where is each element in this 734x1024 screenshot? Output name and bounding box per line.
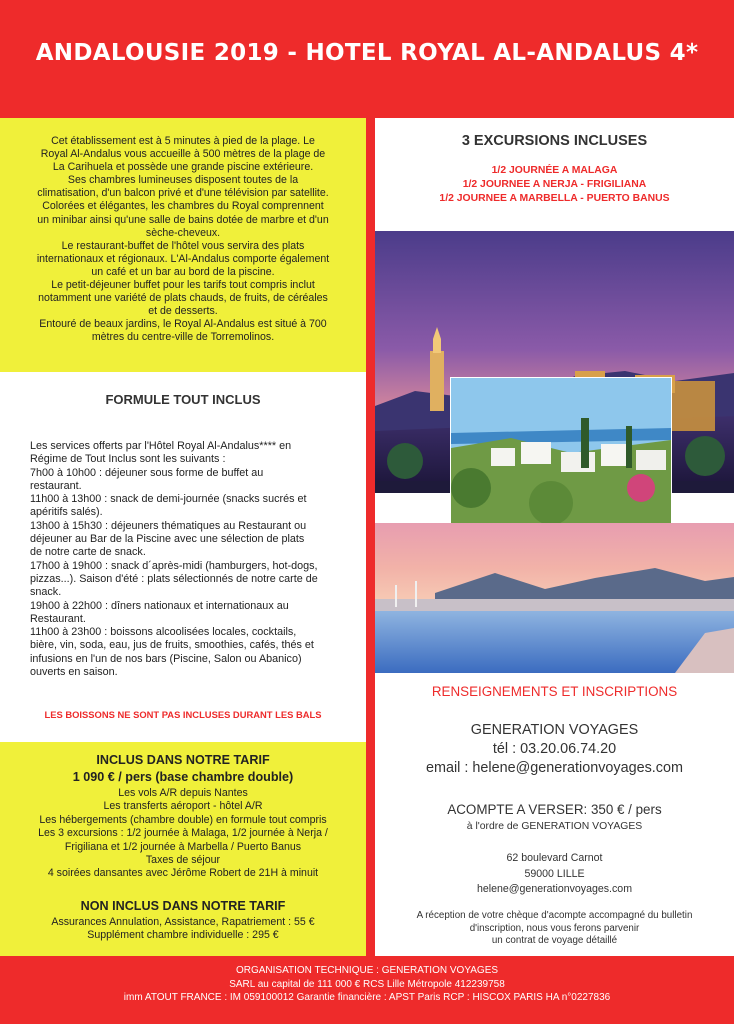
intro-line: mètres du centre-ville de Torremolinos. [91, 331, 275, 344]
intro-line: et de desserts. [148, 305, 218, 318]
inclus-item: Frigiliana et 1/2 journée à Marbella / Puerto Banus [64, 840, 302, 853]
inclus-item: Taxes de séjour [145, 854, 221, 867]
service-line: 13h00 à 15h30 : déjeuners thématiques au Restaurant ou [30, 519, 307, 532]
service-line: Restaurant. [30, 612, 86, 625]
page-title: ANDALOUSIE 2019 - HOTEL ROYAL AL-ANDALUS 4* [35, 40, 699, 66]
non-inclus-list [0, 916, 366, 943]
address-email[interactable]: helene@generationvoyages.com [476, 883, 633, 896]
address-line: 59000 LILLE [524, 867, 585, 880]
excursions-list [375, 164, 734, 206]
service-line: ouverts en saison. [30, 666, 118, 679]
excursion-item: 1/2 JOURNÉE A MALAGA [491, 165, 618, 176]
right-column [375, 118, 734, 956]
phone: tél : 03.20.06.74.20 [492, 741, 617, 757]
service-line: snack. [30, 586, 62, 599]
service-line: de notre carte de snack. [30, 546, 146, 559]
address [375, 851, 734, 898]
footer-line: imm ATOUT FRANCE : IM 059100012 Garantie financière : APST Paris RCP : HISCOX PARIS HA n°0227836 [123, 992, 611, 1004]
services-list [30, 440, 350, 679]
excursion-item: 1/2 JOURNEE A NERJA - FRIGILIANA [462, 179, 647, 190]
intro-line: Colorées et élégantes, les chambres du Royal comprennent [42, 200, 324, 213]
service-line: pizzas...). Saison d'été : plats sélectionnés de notre carte de [30, 572, 318, 585]
service-line: Les services offerts par l'Hôtel Royal Al-Andalus**** en [30, 440, 292, 452]
service-line: bière, vin, soda, eau, jus de fruits, smoothies, cafés, thés et [30, 639, 314, 652]
excursion-item: 1/2 JOURNEE A MARBELLA - PUERTO BANUS [439, 193, 670, 204]
intro-line: Entouré de beaux jardins, le Royal Al-Andalus est situé à 700 [39, 318, 327, 331]
formule-panel [0, 372, 366, 742]
column-divider [366, 118, 375, 956]
service-line: 17h00 à 19h00 : snack d´après-midi (hamburgers, hot-dogs, [30, 559, 318, 572]
footer-line: SARL au capital de 111 000 € RCS Lille Métropole 412239758 [229, 978, 505, 990]
email[interactable]: email : helene@generationvoyages.com [425, 760, 683, 776]
service-line: infusions en l'un de nos bars (Piscine, Salon ou Abanico) [30, 652, 302, 665]
non-inclus-item: Supplément chambre individuelle : 295 € [87, 929, 279, 942]
intro-line: Cet établissement est à 5 minutes à pied de la plage. Le [51, 135, 315, 147]
reception-line: d'inscription, nous vous ferons parvenir [469, 922, 640, 934]
service-line: 11h00 à 23h00 : boissons alcoolisées locales, cocktails, [30, 626, 297, 639]
puerto-banus-photo [375, 523, 734, 673]
formule-title: FORMULE TOUT INCLUS [105, 392, 261, 407]
service-line: restaurant. [30, 479, 82, 492]
hotel-description-panel [0, 118, 366, 372]
inclus-item: 4 soirées dansantes avec Jérôme Robert de 21H à minuit [47, 867, 319, 880]
agency-contact [375, 721, 734, 778]
inclus-item: Les 3 excursions : 1/2 journée à Malaga, 1/2 journée à Nerja / [38, 827, 328, 840]
deposit-payee: à l'ordre de GENERATION VOYAGES [466, 821, 643, 832]
non-inclus-item: Assurances Annulation, Assistance, Rapatriement : 55 € [51, 916, 315, 928]
service-line: 11h00 à 13h00 : snack de demi-journée (snacks sucrés et [30, 493, 307, 506]
contact-title: RENSEIGNEMENTS ET INSCRIPTIONS [431, 684, 678, 699]
intro-line: notamment une variété de plats chauds, de fruits, de céréales [38, 292, 328, 305]
intro-line: Royal Al-Andalus vous accueille à 500 mètres de la plage de [40, 148, 326, 161]
excursions-title: 3 EXCURSIONS INCLUSES [461, 133, 648, 149]
pricing-panel [0, 742, 366, 956]
hotel-description [22, 135, 344, 345]
service-line: 7h00 à 10h00 : déjeuner sous forme de buffet au [30, 466, 264, 479]
non-inclus-title: NON INCLUS DANS NOTRE TARIF [80, 899, 286, 913]
intro-line: un minibar ainsi qu'une salle de bains dotée de marbre et d'un [37, 213, 329, 226]
service-line: déjeuner au Bar de la Piscine avec une sélection de plats [30, 533, 305, 546]
service-line: Régime de Tout Inclus sont les suivants : [30, 453, 226, 466]
price: 1 090 € / pers (base chambre double) [72, 770, 294, 784]
intro-line: Ses chambres lumineuses disposent toutes de la [67, 174, 299, 187]
intro-line: Le restaurant-buffet de l'hôtel vous servira des plats [61, 239, 305, 252]
inclus-item: Les hébergements (chambre double) en formule tout compris [39, 813, 327, 826]
intro-line: Le petit-déjeuner buffet pour les tarifs tout compris inclut [51, 279, 315, 292]
inclus-list [20, 787, 346, 881]
inclus-title: INCLUS DANS NOTRE TARIF [96, 753, 270, 767]
address-line: 62 boulevard Carnot [506, 852, 603, 864]
reception-note [375, 910, 734, 948]
footer [0, 956, 734, 1024]
inclus-item: Les vols A/R depuis Nantes [118, 787, 248, 799]
reception-line: A réception de votre chèque d'acompte accompagné du bulletin [416, 910, 693, 921]
intro-line: climatisation, d'un balcon privé et d'une télévision par satellite. [37, 187, 329, 200]
header-banner [0, 0, 734, 118]
frigiliana-photo [450, 377, 672, 525]
deposit: ACOMPTE A VERSER: 350 € / pers [447, 802, 662, 817]
service-line: apéritifs salés). [30, 506, 103, 519]
service-line: 19h00 à 22h00 : dîners nationaux et internationaux au [30, 599, 289, 612]
drinks-note: LES BOISSONS NE SONT PAS INCLUSES DURANT LES BALS [44, 709, 322, 720]
intro-line: La Carihuela et possède une grande piscine extérieure. [52, 161, 314, 174]
intro-line: internationaux et régionaux. L'Al-Andalus comporte également [36, 252, 330, 265]
intro-line: un café et un bar au bord de la piscine. [91, 265, 275, 278]
reception-line: un contrat de voyage détaillé [491, 935, 618, 947]
footer-line: ORGANISATION TECHNIQUE : GENERATION VOYAGES [235, 965, 499, 976]
inclus-item: Les transferts aéroport - hôtel A/R [103, 800, 263, 813]
intro-line: sèche-cheveux. [145, 226, 221, 239]
agency-name: GENERATION VOYAGES [470, 722, 639, 738]
